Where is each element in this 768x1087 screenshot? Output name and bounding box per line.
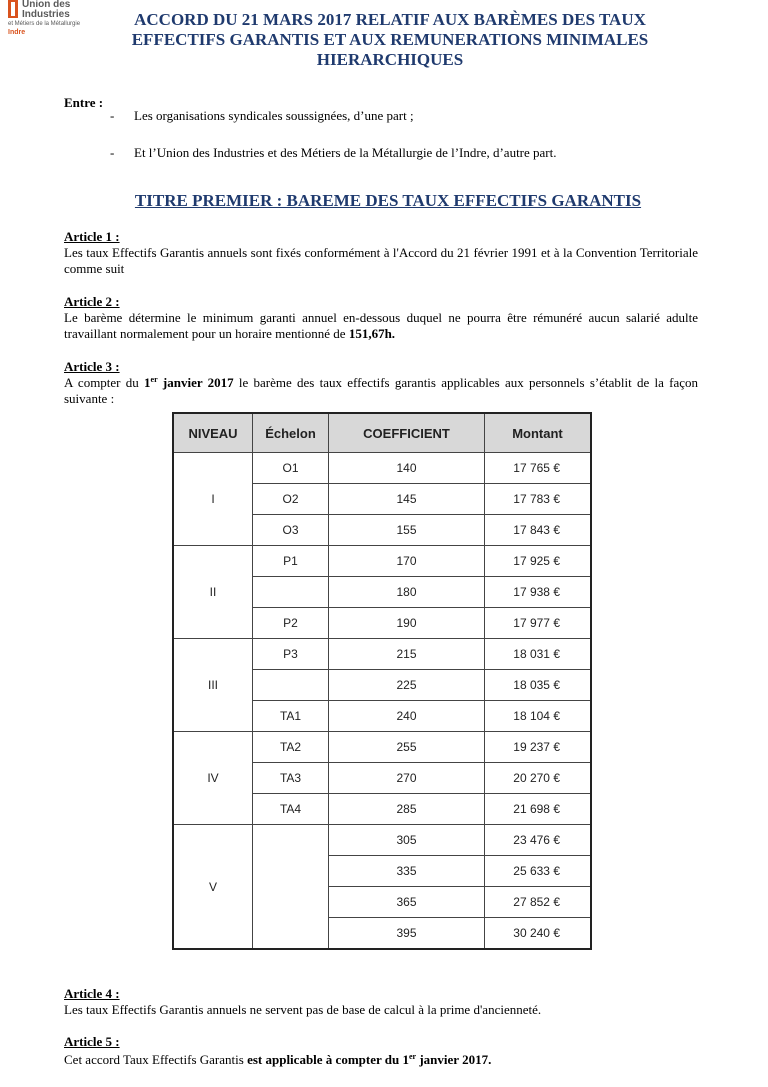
montant-cell: 18 035 €: [485, 670, 592, 701]
coefficient-cell: 255: [329, 732, 485, 763]
logo-line-2: Industries: [22, 9, 70, 20]
logo-line-4: Indre: [8, 29, 26, 36]
coefficient-cell: 140: [329, 453, 485, 484]
teg-table: [172, 412, 592, 950]
montant-cell: 23 476 €: [485, 825, 592, 856]
header-coefficient: COEFFICIENT: [329, 413, 485, 453]
montant-cell: 21 698 €: [485, 794, 592, 825]
party-2: [110, 145, 557, 161]
bullet-dash: -: [110, 145, 115, 160]
coefficient-cell: 305: [329, 825, 485, 856]
article-3-post: le barème des taux effectifs garantis applicables aux personnels s’établit de la façon suivante :: [64, 375, 698, 406]
article-5-heading: Article 5 :: [64, 1034, 120, 1049]
table-row: [173, 639, 591, 670]
party-1: [110, 108, 414, 124]
header-echelon: Échelon: [253, 413, 329, 453]
montant-cell: 18 104 €: [485, 701, 592, 732]
echelon-cell: TA2: [253, 732, 329, 763]
article-2-body: Le barème détermine le minimum garanti annuel en-dessous duquel ne pourra être rémunéré aucun salarié adulte travaillant normalement pour un horaire mentionné de: [64, 310, 698, 341]
echelon-cell: O2: [253, 484, 329, 515]
article-2-text: [64, 310, 698, 342]
uimm-indre-logo: [6, 0, 106, 40]
echelon-cell: O1: [253, 453, 329, 484]
article-5-sup: er: [408, 1052, 417, 1061]
article-5-bold-2: janvier 2017.: [416, 1052, 492, 1067]
level-cell: I: [173, 453, 253, 546]
entre-label: Entre :: [64, 95, 104, 110]
table-row: [173, 546, 591, 577]
echelon-cell: TA4: [253, 794, 329, 825]
montant-cell: 27 852 €: [485, 887, 592, 918]
echelon-cell: [253, 670, 329, 701]
coefficient-cell: 215: [329, 639, 485, 670]
title-line-2: EFFECTIFS GARANTIS ET AUX REMUNERATIONS MINIMALES: [131, 30, 649, 49]
article-4-heading: Article 4 :: [64, 986, 120, 1001]
echelon-cell: [253, 577, 329, 608]
article-2-hours: 151,67h.: [348, 326, 396, 341]
table-row: [173, 732, 591, 763]
coefficient-cell: 240: [329, 701, 485, 732]
montant-cell: 17 925 €: [485, 546, 592, 577]
party-2-text: Et l’Union des Industries et des Métiers de la Métallurgie de l’Indre, d’autre part.: [134, 145, 557, 160]
level-cell: V: [173, 825, 253, 950]
montant-cell: 30 240 €: [485, 918, 592, 950]
echelon-cell: P3: [253, 639, 329, 670]
article-3-sup: er: [150, 375, 158, 384]
echelon-cell: TA1: [253, 701, 329, 732]
document-title: [100, 10, 680, 70]
coefficient-cell: 270: [329, 763, 485, 794]
article-3-heading: Article 3 :: [64, 359, 120, 374]
article-3-text: [64, 375, 698, 407]
title-line-1: ACCORD DU 21 MARS 2017 RELATIF AUX BARÈMES DES TAUX: [134, 10, 646, 29]
bullet-dash: -: [110, 108, 115, 123]
article-1-text: Les taux Effectifs Garantis annuels sont fixés conformément à l'Accord du 21 février 1991 et à la Convention Territoriale comme suit: [64, 245, 698, 276]
article-5-pre: Cet accord Taux Effectifs Garantis: [64, 1052, 248, 1067]
titre-premier-heading: TITRE PREMIER : BAREME DES TAUX EFFECTIFS GARANTIS: [134, 191, 642, 210]
coefficient-cell: 365: [329, 887, 485, 918]
article-3-date: [144, 375, 234, 390]
echelon-cell: TA3: [253, 763, 329, 794]
table-row: [173, 825, 591, 856]
montant-cell: 17 765 €: [485, 453, 592, 484]
montant-cell: 17 843 €: [485, 515, 592, 546]
montant-cell: 25 633 €: [485, 856, 592, 887]
article-3-month: janvier 2017: [157, 375, 234, 390]
coefficient-cell: 190: [329, 608, 485, 639]
article-2-heading: Article 2 :: [64, 294, 120, 309]
logo-line-1: Union des: [22, 0, 71, 10]
coefficient-cell: 225: [329, 670, 485, 701]
montant-cell: 20 270 €: [485, 763, 592, 794]
echelon-cell: O3: [253, 515, 329, 546]
title-line-3: HIERARCHIQUES: [316, 50, 464, 69]
montant-cell: 18 031 €: [485, 639, 592, 670]
coefficient-cell: 395: [329, 918, 485, 950]
table-row: [173, 453, 591, 484]
article-5-bold: [247, 1052, 491, 1067]
header-montant: Montant: [485, 413, 592, 453]
montant-cell: 17 977 €: [485, 608, 592, 639]
coefficient-cell: 155: [329, 515, 485, 546]
coefficient-cell: 285: [329, 794, 485, 825]
coefficient-cell: 180: [329, 577, 485, 608]
article-5-bold-1: est applicable à compter du 1: [247, 1052, 409, 1067]
article-3-day: 1: [144, 375, 151, 390]
logo-line-3: et Métiers de la Métallurgie: [8, 21, 81, 27]
level-cell: II: [173, 546, 253, 639]
article-3-pre: A compter du: [64, 375, 145, 390]
level-cell: III: [173, 639, 253, 732]
level-cell: IV: [173, 732, 253, 825]
coefficient-cell: 170: [329, 546, 485, 577]
article-4-text: Les taux Effectifs Garantis annuels ne servent pas de base de calcul à la prime d'ancienneté.: [64, 1002, 542, 1017]
montant-cell: 17 938 €: [485, 577, 592, 608]
montant-cell: 19 237 €: [485, 732, 592, 763]
echelon-cell-empty: [253, 825, 329, 950]
party-1-text: Les organisations syndicales soussignées, d’une part ;: [134, 108, 414, 123]
header-niveau: NIVEAU: [173, 413, 253, 453]
article-1-heading: Article 1 :: [64, 229, 120, 244]
coefficient-cell: 335: [329, 856, 485, 887]
echelon-cell: P2: [253, 608, 329, 639]
coefficient-cell: 145: [329, 484, 485, 515]
article-5-text: [64, 1052, 698, 1068]
logo-mark-icon: [8, 0, 18, 18]
montant-cell: 17 783 €: [485, 484, 592, 515]
table-header-row: [173, 413, 591, 453]
echelon-cell: P1: [253, 546, 329, 577]
